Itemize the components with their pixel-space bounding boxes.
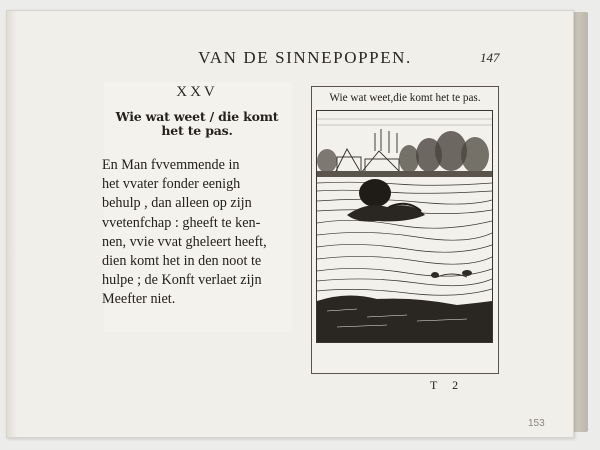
signature-mark: T 2 [430, 378, 465, 392]
text-line: dien komt het in den noot te [102, 253, 262, 270]
motto-line: Wie wat weet / die komt [115, 109, 279, 124]
emblem-motto [108, 110, 286, 138]
engraving-swimmer-icon [316, 110, 493, 343]
text-line: En Man fvvemmende in [102, 157, 240, 173]
running-head: VAN DE SINNEPOPPEN. [198, 48, 412, 67]
plate-caption: Wie wat weet,die komt het te pas. [329, 92, 481, 104]
text-line: het vvater fonder eenigh [102, 176, 241, 193]
text-line: vvetenfchap : gheeft te ken- [102, 214, 261, 231]
text-line: nen, vvie vvat gheleert heeft, [102, 233, 267, 250]
text-line: behulp , dan alleen op zijn [102, 195, 252, 212]
emblem-number: XXV [176, 84, 218, 100]
emblem-text [102, 156, 290, 310]
page-number: 147 [480, 50, 500, 65]
text-line: Meefter niet. [102, 291, 176, 308]
motto-line: het te pas. [161, 123, 233, 138]
text-line: hulpe ; de Konft verlaet zijn [102, 272, 262, 289]
archive-number: 153 [528, 418, 545, 429]
page-gutter-shadow [7, 11, 17, 437]
